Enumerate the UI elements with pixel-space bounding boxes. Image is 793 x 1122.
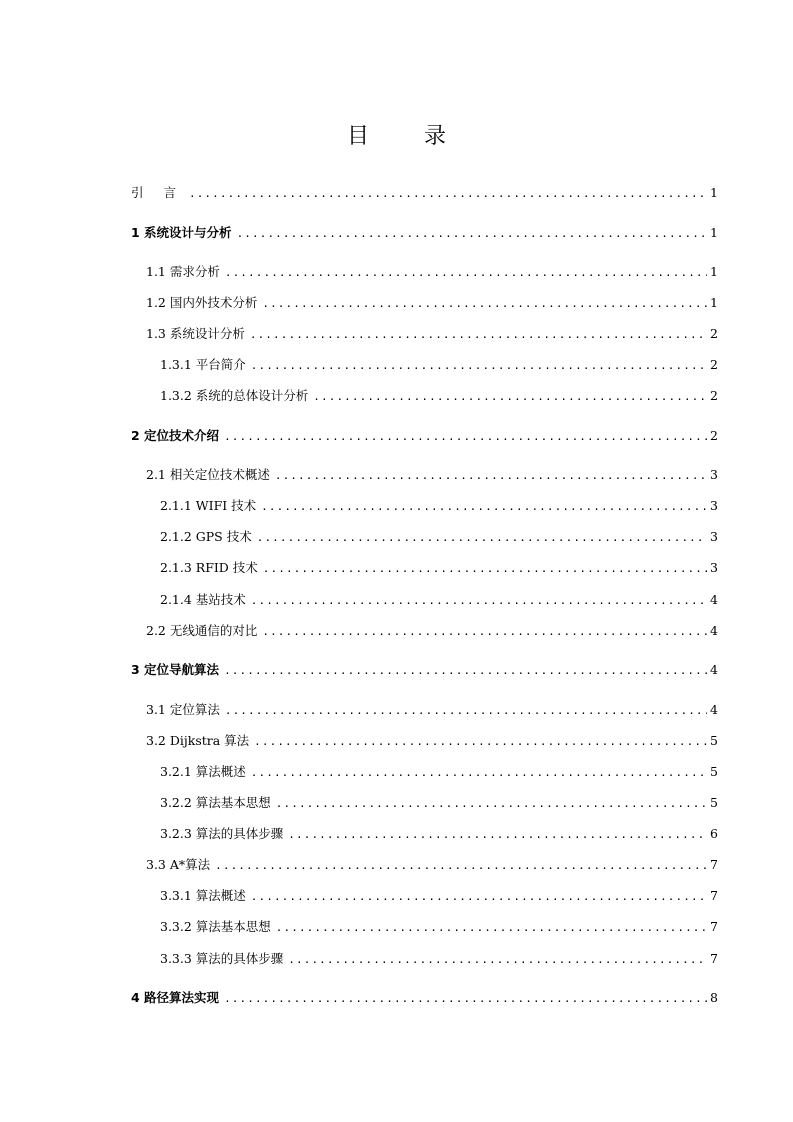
toc-leader-dots	[275, 467, 707, 485]
toc-page-number: 3	[710, 498, 718, 513]
toc-page-number: 4	[710, 592, 718, 607]
toc-leader-dots	[224, 990, 707, 1008]
toc-entry-subsection-2-1-4[interactable]	[160, 591, 718, 609]
toc-entry-label: 引 言	[131, 185, 184, 200]
toc-entry-subsection-2-1-1[interactable]	[160, 497, 718, 515]
toc-entry-label: 1.3.2 系统的总体设计分析	[160, 388, 309, 403]
toc-leader-dots	[251, 357, 707, 375]
toc-page-number: 7	[710, 888, 718, 903]
toc-entry-chapter-4[interactable]	[131, 989, 718, 1007]
toc-entry-section-3-3[interactable]	[146, 856, 718, 874]
toc-entry-label: 3.3 A*算法	[146, 857, 211, 872]
toc-entry-chapter-2[interactable]	[131, 427, 718, 445]
toc-title: 目 录	[347, 124, 470, 149]
toc-page-number: 7	[710, 919, 718, 934]
toc-entry-label: 2.1.3 RFID 技术	[160, 560, 258, 575]
toc-entry-chapter-1[interactable]	[131, 224, 718, 242]
toc-entry-label: 1 系统设计与分析	[131, 225, 232, 240]
toc-page-number: 1	[710, 225, 718, 240]
toc-entry-section-2-2[interactable]	[146, 622, 718, 640]
toc-entry-subsection-3-2-1[interactable]	[160, 763, 718, 781]
toc-page-number: 3	[710, 467, 718, 482]
toc-entry-label: 3 定位导航算法	[131, 662, 220, 677]
toc-entry-subsection-1-3-2[interactable]	[160, 387, 718, 405]
toc-entry-label: 1.3.1 平台简介	[160, 357, 246, 372]
toc-leader-dots	[313, 388, 707, 406]
toc-leader-dots	[288, 951, 707, 969]
toc-entry-label: 3.2 Dijkstra 算法	[146, 733, 250, 748]
toc-entry-label: 3.3.3 算法的具体步骤	[160, 951, 284, 966]
toc-page-number: 7	[710, 857, 718, 872]
toc-page-number: 4	[710, 662, 718, 677]
toc-entry-chapter-3[interactable]	[131, 661, 718, 679]
toc-entry-label: 2.1.4 基站技术	[160, 592, 246, 607]
toc-leader-dots	[237, 225, 707, 243]
toc-entry-label: 2.2 无线通信的对比	[146, 623, 258, 638]
toc-leader-dots	[288, 826, 707, 844]
toc-page-number: 2	[710, 428, 718, 443]
toc-entry-label: 2.1 相关定位技术概述	[146, 467, 270, 482]
toc-entry-label: 2 定位技术介绍	[131, 428, 220, 443]
toc-page-number: 6	[710, 826, 718, 841]
toc-entry-section-1-2[interactable]	[146, 294, 718, 312]
toc-leader-dots	[215, 857, 707, 875]
toc-entry-subsection-3-2-2[interactable]	[160, 794, 718, 812]
toc-leader-dots	[224, 662, 707, 680]
toc-entry-section-1-1[interactable]	[146, 263, 718, 281]
toc-entry-label: 3.3.1 算法概述	[160, 888, 246, 903]
toc-page-number: 3	[710, 529, 718, 544]
toc-leader-dots	[251, 888, 707, 906]
toc-page-number: 4	[710, 702, 718, 717]
toc-leader-dots	[257, 529, 707, 547]
toc-page-number: 5	[710, 795, 718, 810]
toc-leader-dots	[276, 795, 707, 813]
toc-page-number: 1	[710, 264, 718, 279]
toc-entry-label: 3.2.2 算法基本思想	[160, 795, 271, 810]
toc-page-number: 2	[710, 388, 718, 403]
toc-page-number: 3	[710, 560, 718, 575]
toc-entry-label: 2.1.2 GPS 技术	[160, 529, 252, 544]
toc-leader-dots	[250, 326, 707, 344]
toc-entry-label: 1.2 国内外技术分析	[146, 295, 258, 310]
toc-leader-dots	[254, 733, 707, 751]
toc-leader-dots	[224, 428, 707, 446]
toc-page-number: 5	[710, 733, 718, 748]
toc-page-number: 1	[710, 185, 718, 200]
toc-entry-subsection-3-3-1[interactable]	[160, 887, 718, 905]
toc-entry-label: 1.1 需求分析	[146, 264, 220, 279]
toc-page-number: 2	[710, 326, 718, 341]
toc-page-number: 7	[710, 951, 718, 966]
toc-entry-section-3-2[interactable]	[146, 732, 718, 750]
toc-entry-subsection-2-1-3[interactable]	[160, 559, 718, 577]
toc-entry-subsection-1-3-1[interactable]	[160, 356, 718, 374]
toc-page-number: 1	[710, 295, 718, 310]
toc-leader-dots	[276, 919, 707, 937]
toc-entry-section-1-3[interactable]	[146, 325, 718, 343]
toc-entry-label: 4 路径算法实现	[131, 990, 220, 1005]
toc-entry-intro[interactable]	[131, 184, 718, 202]
toc-entry-label: 3.3.2 算法基本思想	[160, 919, 271, 934]
toc-leader-dots	[251, 592, 707, 610]
toc-entry-label: 3.2.1 算法概述	[160, 764, 246, 779]
toc-entry-subsection-3-3-2[interactable]	[160, 918, 718, 936]
toc-leader-dots	[262, 623, 707, 641]
toc-page-number: 2	[710, 357, 718, 372]
toc-entry-subsection-3-2-3[interactable]	[160, 825, 718, 843]
toc-entry-label: 3.2.3 算法的具体步骤	[160, 826, 284, 841]
toc-leader-dots	[261, 498, 707, 516]
toc-page-number: 8	[710, 990, 718, 1005]
toc-leader-dots	[225, 264, 707, 282]
toc-entry-label: 2.1.1 WIFI 技术	[160, 498, 257, 513]
toc-page-number: 4	[710, 623, 718, 638]
toc-leader-dots	[263, 560, 707, 578]
toc-leader-dots	[262, 295, 707, 313]
toc-entry-section-2-1[interactable]	[146, 466, 718, 484]
toc-leader-dots	[225, 702, 707, 720]
toc-entry-label: 1.3 系统设计分析	[146, 326, 245, 341]
toc-leader-dots	[251, 764, 707, 782]
toc-entry-label: 3.1 定位算法	[146, 702, 220, 717]
toc-entry-subsection-3-3-3[interactable]	[160, 950, 718, 968]
toc-leader-dots	[189, 185, 707, 203]
toc-entry-subsection-2-1-2[interactable]	[160, 528, 718, 546]
toc-entry-section-3-1[interactable]	[146, 701, 718, 719]
toc-page-number: 5	[710, 764, 718, 779]
